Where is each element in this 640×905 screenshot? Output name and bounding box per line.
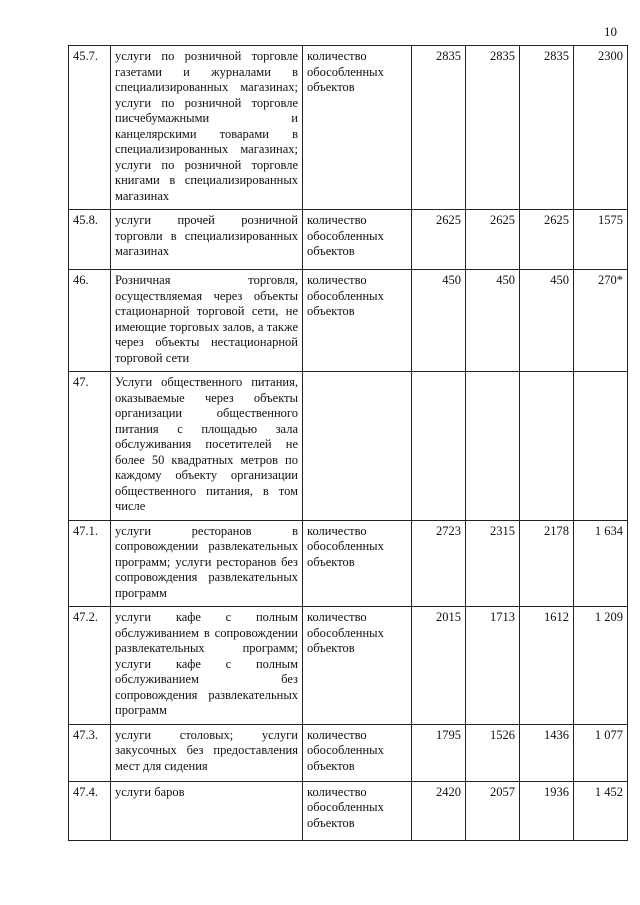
service-description: Услуги общественного питания, оказываемые через объекты организации общественного питания с площадью зала обслуживания посетителей не более 50 квадратных метров по каждому объекту организации общественного питания, в том числе [111,372,303,521]
value-cell-1: 450 [412,270,466,372]
value-cell-4: 1 634 [574,520,628,607]
unit-of-measure: количество обособленных объектов [303,781,412,840]
table-row [69,210,628,270]
row-number: 47. [69,372,111,521]
value-cell-4: 2300 [574,46,628,210]
page-number: 10 [604,24,617,39]
value-cell-1: 1795 [412,724,466,781]
value-cell-1: 2625 [412,210,466,270]
table-row [69,607,628,725]
value-cell-4: 1 209 [574,607,628,725]
row-number: 45.7. [69,46,111,210]
service-description: услуги прочей розничной торговли в специализированных магазинах [111,210,303,270]
value-cell-4: 1575 [574,210,628,270]
service-description: услуги кафе с полным обслуживанием в сопровождении развлекательных программ; услуги кафе с полным обслуживанием без сопровождения развлекательных программ [111,607,303,725]
table-row [69,372,628,521]
value-cell-2: 1526 [466,724,520,781]
value-cell-2: 2315 [466,520,520,607]
unit-of-measure: количество обособленных объектов [303,46,412,210]
tariff-table [68,45,628,841]
value-cell-1 [412,372,466,521]
row-number: 45.8. [69,210,111,270]
unit-of-measure: количество обособленных объектов [303,607,412,725]
service-description: услуги столовых; услуги закусочных без предоставления мест для сидения [111,724,303,781]
unit-of-measure: количество обособленных объектов [303,520,412,607]
service-description: услуги баров [111,781,303,840]
unit-of-measure: количество обособленных объектов [303,724,412,781]
unit-of-measure [303,372,412,521]
value-cell-1: 2420 [412,781,466,840]
value-cell-4: 1 452 [574,781,628,840]
value-cell-4: 1 077 [574,724,628,781]
table-row [69,781,628,840]
service-description: услуги по розничной торговле газетами и журналами в специализированных магазинах; услуги по розничной торговле писчебумажными и канцелярскими товарами в специализированных магазинах; услуги по розничной торговле книгами в специализированных магазинах [111,46,303,210]
value-cell-3: 450 [520,270,574,372]
service-description: услуги ресторанов в сопровождении развлекательных программ; услуги ресторанов без сопровождения развлекательных программ [111,520,303,607]
value-cell-2: 2057 [466,781,520,840]
value-cell-1: 2835 [412,46,466,210]
value-cell-4: 270* [574,270,628,372]
value-cell-3: 2625 [520,210,574,270]
unit-of-measure: количество обособленных объектов [303,210,412,270]
value-cell-3: 1436 [520,724,574,781]
row-number: 47.3. [69,724,111,781]
value-cell-2: 2835 [466,46,520,210]
row-number: 46. [69,270,111,372]
value-cell-3: 1612 [520,607,574,725]
value-cell-3: 1936 [520,781,574,840]
value-cell-3 [520,372,574,521]
table-row [69,520,628,607]
table-row [69,270,628,372]
value-cell-3: 2178 [520,520,574,607]
table-row [69,724,628,781]
value-cell-1: 2723 [412,520,466,607]
value-cell-2: 450 [466,270,520,372]
value-cell-3: 2835 [520,46,574,210]
unit-of-measure: количество обособленных объектов [303,270,412,372]
value-cell-2 [466,372,520,521]
service-description: Розничная торговля, осуществляемая через объекты стационарной торговой сети, не имеющие торговых залов, а также через объекты нестационарной торговой сети [111,270,303,372]
table-row [69,46,628,210]
row-number: 47.1. [69,520,111,607]
value-cell-2: 2625 [466,210,520,270]
value-cell-1: 2015 [412,607,466,725]
row-number: 47.4. [69,781,111,840]
value-cell-4 [574,372,628,521]
row-number: 47.2. [69,607,111,725]
value-cell-2: 1713 [466,607,520,725]
